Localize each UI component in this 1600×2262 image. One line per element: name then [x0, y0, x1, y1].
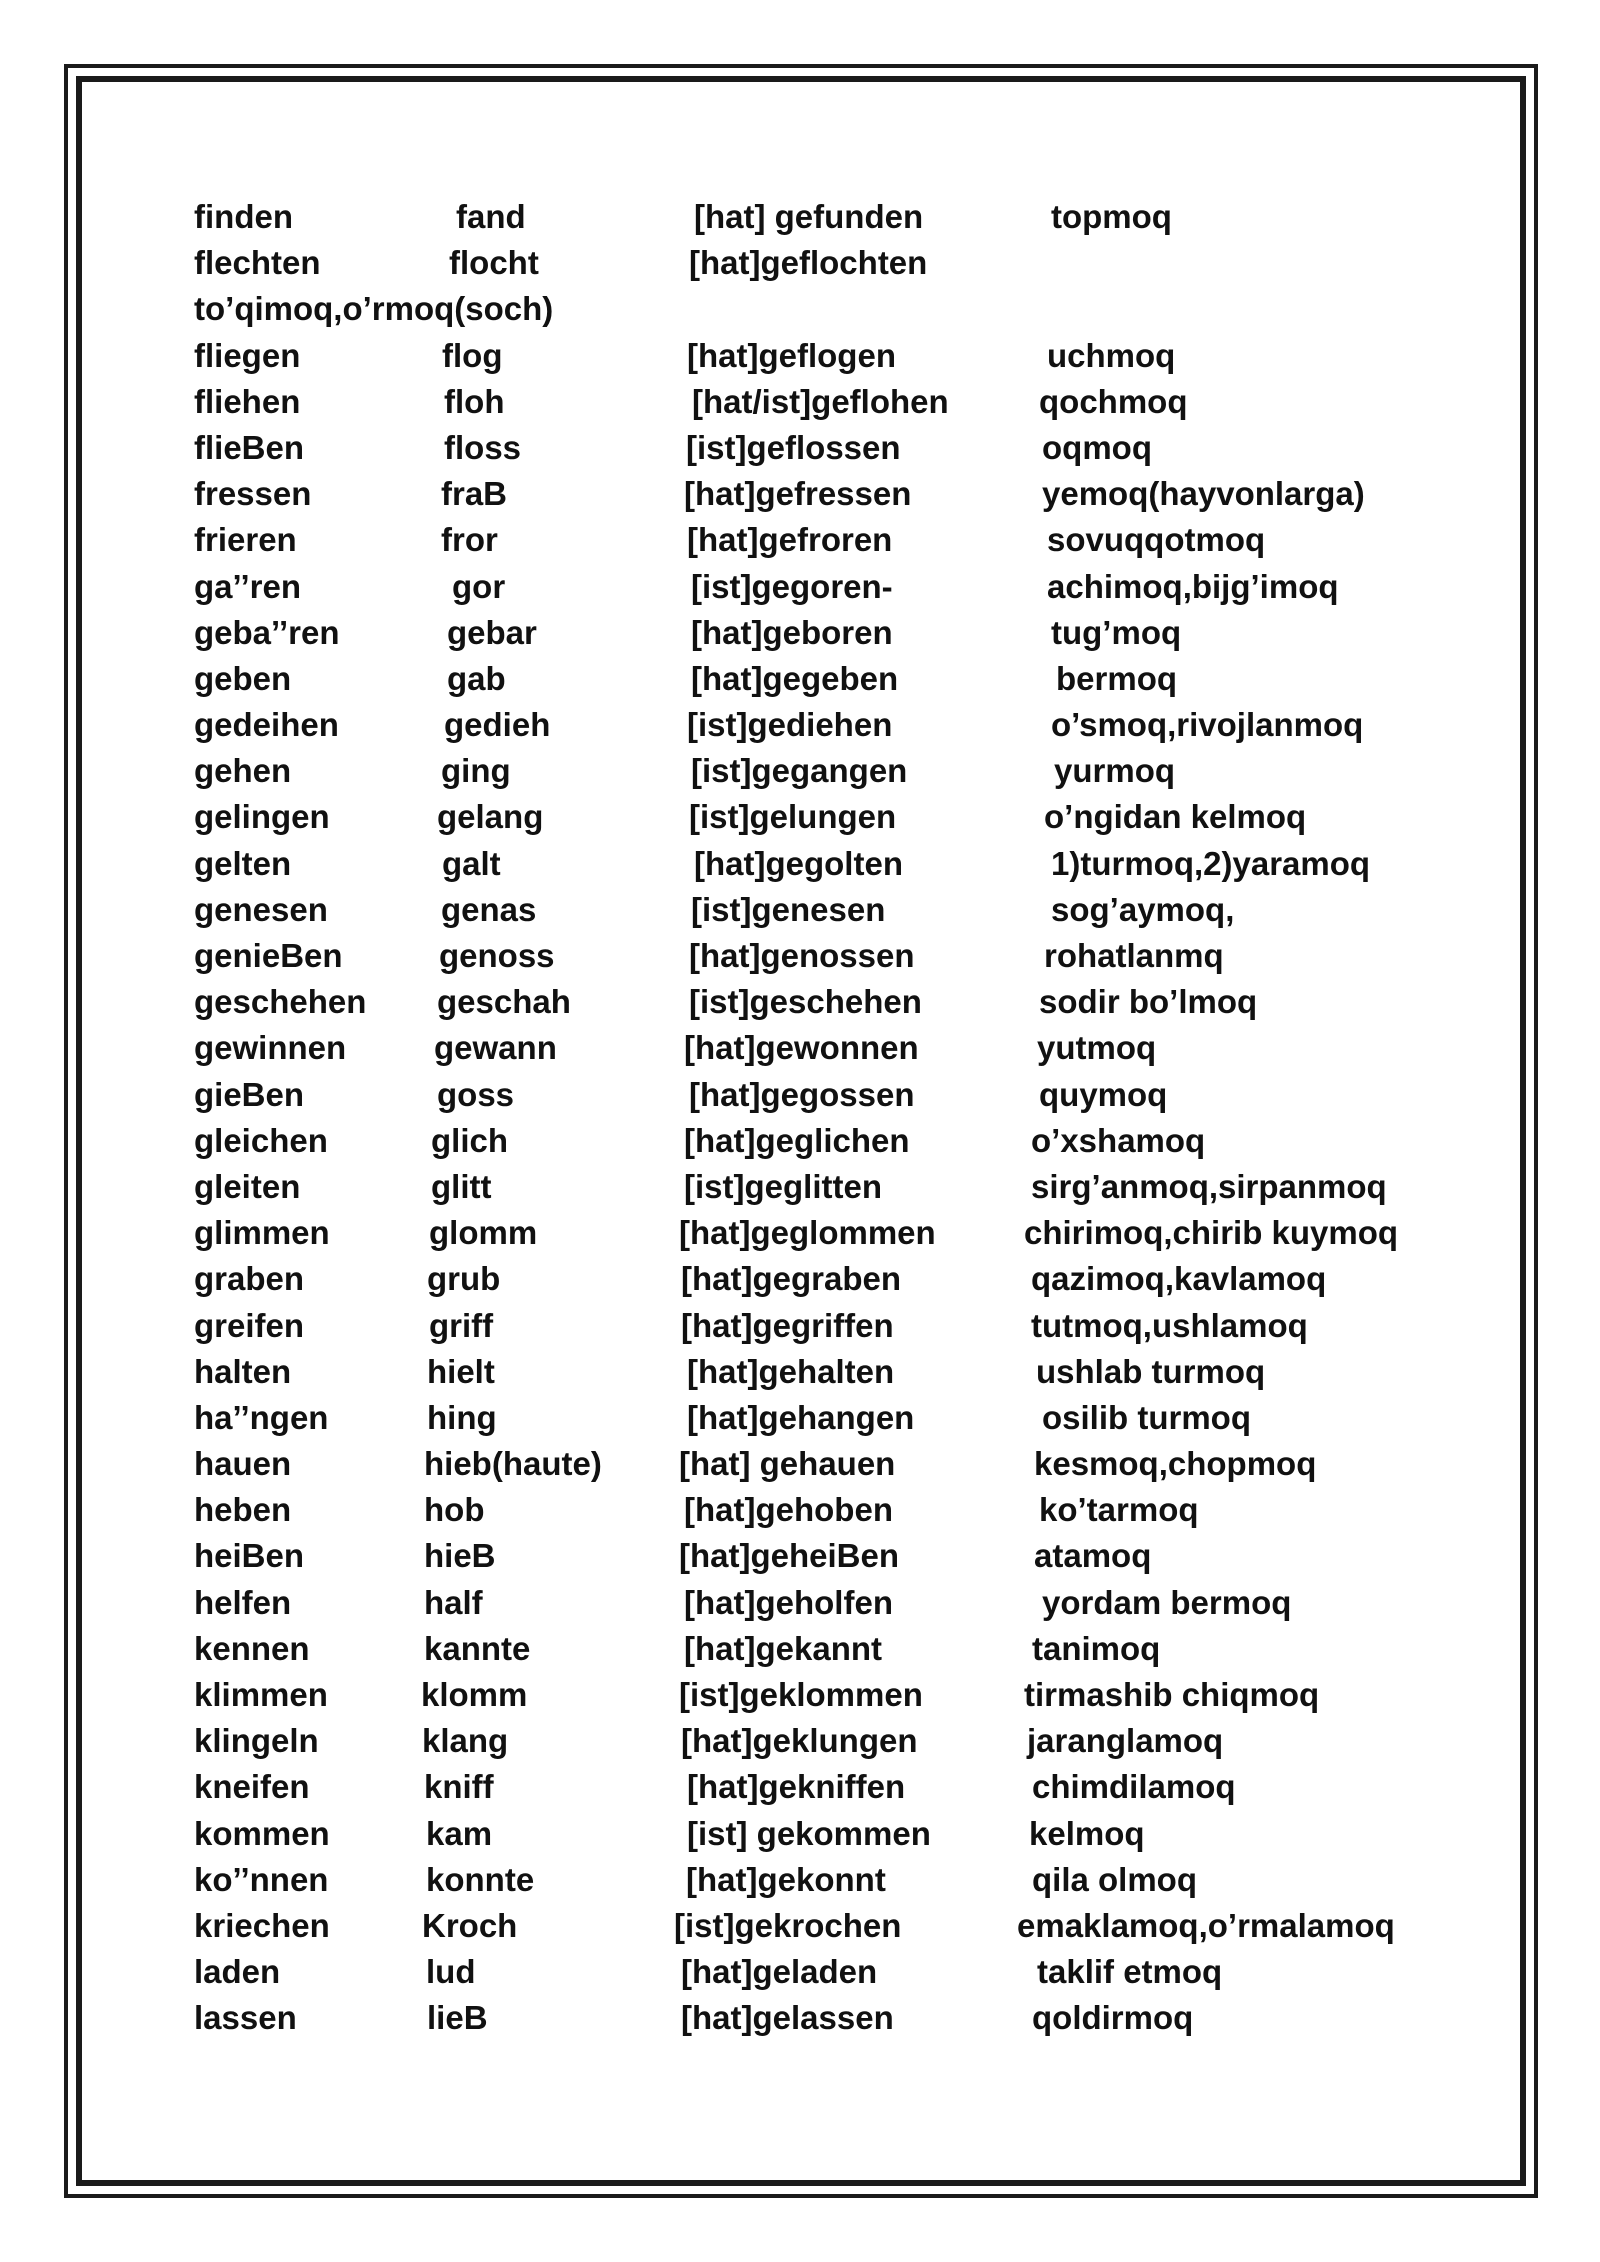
- verb-preterite: half: [424, 1583, 483, 1621]
- verb-row: [194, 1349, 1434, 1395]
- verb-translation: emaklamoq,o’rmalamoq: [1017, 1906, 1395, 1944]
- verb-infinitive: kriechen: [194, 1906, 330, 1944]
- verb-infinitive: genieBen: [194, 937, 343, 974]
- verb-participle: [hat]geboren: [691, 613, 893, 651]
- verb-preterite: Kroch: [422, 1906, 518, 1944]
- verb-preterite: glomm: [429, 1214, 538, 1252]
- verb-infinitive: kennen: [194, 1629, 310, 1667]
- verb-preterite: klang: [422, 1722, 509, 1760]
- verb-row: [194, 748, 1434, 794]
- verb-participle: [hat]geholfen: [684, 1583, 893, 1621]
- verb-participle: [hat]gehangen: [687, 1398, 915, 1436]
- verb-infinitive: gelingen: [194, 798, 330, 836]
- verb-translation: oqmoq: [1042, 428, 1152, 466]
- verb-participle: [hat] gehauen: [679, 1445, 896, 1483]
- verb-translation: topmoq: [1051, 198, 1172, 235]
- verb-participle: [hat/ist]geflohen: [692, 382, 949, 420]
- verb-translation: tanimoq: [1032, 1629, 1161, 1667]
- verb-translation: sog’aymoq,: [1051, 890, 1235, 928]
- verb-infinitive: gleichen: [194, 1121, 328, 1159]
- verb-participle: [hat]genossen: [689, 937, 915, 974]
- verb-infinitive: gelten: [194, 844, 292, 882]
- verb-infinitive: frieren: [194, 521, 297, 559]
- verb-row: [194, 702, 1434, 748]
- verb-participle: [hat]geflochten: [689, 244, 928, 282]
- verb-participle: [ist]geflossen: [686, 428, 901, 466]
- verb-participle: [hat]gewonnen: [684, 1029, 919, 1067]
- verb-preterite: hielt: [427, 1352, 495, 1390]
- verb-row: [194, 656, 1434, 702]
- verb-participle: [hat]gehalten: [687, 1352, 895, 1390]
- verb-translation: qoldirmoq: [1032, 1999, 1194, 2037]
- verb-translation: rohatlanmq: [1044, 937, 1224, 974]
- verb-participle: [hat]geheiBen: [679, 1537, 900, 1575]
- verb-translation: yordam bermoq: [1042, 1583, 1292, 1621]
- verb-translation: yurmoq: [1054, 752, 1176, 790]
- verb-preterite: gab: [447, 659, 506, 697]
- verb-row: [194, 194, 1434, 240]
- verb-participle: [hat]gefressen: [684, 475, 912, 513]
- verb-preterite: fand: [456, 198, 526, 235]
- verb-translation: qazimoq,kavlamoq: [1031, 1260, 1327, 1298]
- verb-infinitive: ko’’nnen: [194, 1860, 329, 1898]
- verb-preterite: glich: [431, 1121, 509, 1159]
- verb-preterite: kam: [426, 1814, 493, 1852]
- verb-participle: [hat]gelassen: [681, 1999, 894, 2037]
- verb-preterite: lud: [426, 1953, 476, 1991]
- verb-translation: tirmashib chiqmoq: [1024, 1676, 1320, 1713]
- verb-preterite: griff: [429, 1306, 494, 1344]
- verb-translation: yemoq(hayvonlarga): [1042, 475, 1365, 513]
- verb-translation: taklif etmoq: [1037, 1953, 1223, 1991]
- verb-infinitive: lassen: [194, 1999, 297, 2037]
- verb-translation: 1)turmoq,2)yaramoq: [1051, 844, 1371, 882]
- verb-participle: [hat]geflogen: [687, 336, 896, 374]
- verb-preterite: flocht: [449, 244, 539, 282]
- verb-participle: [ist]geklommen: [679, 1676, 923, 1713]
- verb-participle: [hat]gekonnt: [686, 1860, 886, 1898]
- verb-participle: [hat]gekniffen: [687, 1768, 906, 1806]
- verb-infinitive: geben: [194, 659, 292, 697]
- verb-infinitive: fliegen: [194, 336, 301, 374]
- verb-translation: bermoq: [1056, 659, 1178, 697]
- verb-translation: quymoq: [1039, 1075, 1168, 1113]
- verb-infinitive: gewinnen: [194, 1029, 347, 1067]
- verb-infinitive: gleiten: [194, 1167, 301, 1205]
- verb-infinitive: ga’’ren: [194, 567, 301, 605]
- verb-row: [194, 379, 1434, 425]
- verb-infinitive: geba’’ren: [194, 613, 340, 651]
- verb-preterite: konnte: [426, 1860, 535, 1898]
- verb-participle: [hat]gegriffen: [681, 1306, 894, 1344]
- verb-row: [194, 1949, 1434, 1995]
- verb-row: [194, 887, 1434, 933]
- verb-row: [194, 979, 1434, 1025]
- verb-participle: [ist]gekrochen: [674, 1906, 902, 1944]
- verb-participle: [ist]geschehen: [689, 983, 922, 1021]
- verb-preterite: gedieh: [444, 706, 551, 744]
- verb-infinitive: kneifen: [194, 1768, 310, 1806]
- verb-participle: [hat]geglommen: [679, 1214, 936, 1252]
- verb-preterite: grub: [427, 1260, 501, 1298]
- verb-translation: atamoq: [1034, 1537, 1152, 1575]
- verb-row: [194, 1487, 1434, 1533]
- verb-translation: ko’tarmoq: [1039, 1491, 1199, 1529]
- verb-row: [194, 841, 1434, 887]
- verb-preterite: kniff: [424, 1768, 494, 1806]
- verb-preterite: floss: [444, 428, 522, 466]
- verb-infinitive: klingeln: [194, 1722, 319, 1760]
- verb-participle: [hat]geladen: [681, 1953, 878, 1991]
- verb-participle: [ist]gediehen: [687, 706, 893, 744]
- verb-participle: [ist]genesen: [691, 890, 886, 928]
- verb-translation: o’ngidan kelmoq: [1044, 798, 1307, 836]
- verb-translation: kelmoq: [1029, 1814, 1145, 1852]
- verb-preterite: lieB: [427, 1999, 488, 2037]
- verb-preterite: flog: [442, 336, 503, 374]
- verb-preterite: ging: [441, 752, 511, 790]
- verb-infinitive: finden: [194, 198, 293, 235]
- verb-participle: [hat]gefroren: [687, 521, 893, 559]
- verb-infinitive: fressen: [194, 475, 312, 513]
- verb-preterite: hing: [427, 1398, 497, 1436]
- verb-list: [194, 194, 1434, 2042]
- verb-translation: achimoq,bijg’imoq: [1047, 567, 1339, 605]
- verb-row: [194, 1118, 1434, 1164]
- verb-translation: osilib turmoq: [1042, 1398, 1251, 1436]
- verb-row: [194, 1672, 1434, 1718]
- verb-preterite: fraB: [441, 475, 508, 513]
- verb-participle: [ist] gekommen: [687, 1814, 931, 1852]
- verb-translation: chirimoq,chirib kuymoq: [1024, 1214, 1399, 1252]
- verb-row: [194, 1764, 1434, 1810]
- verb-translation: sodir bo’lmoq: [1039, 983, 1258, 1021]
- verb-preterite: hob: [424, 1491, 485, 1529]
- verb-translation: qila olmoq: [1032, 1860, 1197, 1898]
- verb-infinitive: fliehen: [194, 382, 301, 420]
- verb-preterite: goss: [437, 1075, 515, 1113]
- verb-infinitive: laden: [194, 1953, 281, 1991]
- verb-row: [194, 1256, 1434, 1302]
- verb-row: [194, 333, 1434, 379]
- verb-row: [194, 564, 1434, 610]
- verb-row: [194, 1857, 1434, 1903]
- verb-preterite: hieB: [424, 1537, 496, 1575]
- verb-translation: yutmoq: [1037, 1029, 1157, 1067]
- verb-preterite: geschah: [437, 983, 571, 1021]
- verb-row: [194, 1072, 1434, 1118]
- verb-translation: o’xshamoq: [1031, 1121, 1206, 1159]
- verb-row: [194, 1718, 1434, 1764]
- verb-participle: [hat]gehoben: [684, 1491, 893, 1529]
- verb-row: [194, 240, 1434, 286]
- verb-participle: [hat]geklungen: [681, 1722, 918, 1760]
- verb-preterite: gewann: [434, 1029, 557, 1067]
- verb-preterite: floh: [444, 382, 505, 420]
- verb-infinitive: heben: [194, 1491, 292, 1529]
- verb-row: [194, 1580, 1434, 1626]
- verb-infinitive: glimmen: [194, 1214, 330, 1252]
- verb-infinitive: kommen: [194, 1814, 330, 1852]
- verb-row: [194, 1995, 1434, 2041]
- verb-participle: [ist]geglitten: [684, 1167, 882, 1205]
- verb-translation: sirg’anmoq,sirpanmoq: [1031, 1167, 1387, 1205]
- verb-infinitive: helfen: [194, 1583, 292, 1621]
- verb-infinitive: hauen: [194, 1445, 292, 1483]
- verb-row: [194, 425, 1434, 471]
- verb-row: [194, 1395, 1434, 1441]
- verb-infinitive: gedeihen: [194, 706, 339, 744]
- verb-infinitive: genesen: [194, 890, 328, 928]
- verb-translation: uchmoq: [1047, 336, 1176, 374]
- verb-preterite: glitt: [431, 1167, 492, 1205]
- verb-infinitive: ha’’ngen: [194, 1398, 329, 1436]
- verb-infinitive: gieBen: [194, 1075, 305, 1113]
- verb-preterite: genoss: [439, 937, 555, 974]
- verb-translation: jaranglamoq: [1027, 1722, 1224, 1760]
- verb-participle: [hat]gekannt: [684, 1629, 882, 1667]
- verb-translation: sovuqqotmoq: [1047, 521, 1266, 559]
- verb-row: [194, 286, 1434, 332]
- verb-preterite: klomm: [421, 1676, 528, 1713]
- verb-translation: kesmoq,chopmoq: [1034, 1445, 1317, 1483]
- verb-row: [194, 794, 1434, 840]
- verb-row: [194, 933, 1434, 979]
- verb-infinitive: klimmen: [194, 1676, 328, 1713]
- verb-participle: [hat]gegolten: [694, 844, 903, 882]
- verb-preterite: fror: [441, 521, 498, 559]
- verb-infinitive: heiBen: [194, 1537, 305, 1575]
- verb-preterite: gebar: [447, 613, 537, 651]
- verb-infinitive: halten: [194, 1352, 292, 1390]
- verb-translation: ushlab turmoq: [1036, 1352, 1266, 1390]
- verb-row: [194, 1811, 1434, 1857]
- verb-translation: chimdilamoq: [1032, 1768, 1236, 1806]
- verb-participle: [hat]gegossen: [689, 1075, 915, 1113]
- verb-participle: [ist]gelungen: [689, 798, 897, 836]
- verb-preterite: kannte: [424, 1629, 531, 1667]
- verb-row: [194, 1533, 1434, 1579]
- verb-preterite: gelang: [437, 798, 544, 836]
- verb-translation: qochmoq: [1039, 382, 1188, 420]
- verb-participle: [hat]geglichen: [684, 1121, 910, 1159]
- verb-translation: tug’moq: [1051, 613, 1182, 651]
- verb-row: [194, 1626, 1434, 1672]
- verb-preterite: hieb(haute): [424, 1445, 602, 1483]
- verb-infinitive: flechten: [194, 244, 321, 282]
- verb-preterite: gor: [452, 567, 506, 605]
- verb-infinitive: greifen: [194, 1306, 305, 1344]
- verb-participle: [hat] gefunden: [694, 198, 924, 235]
- verb-participle: [ist]gegangen: [691, 752, 908, 790]
- verb-row: [194, 1903, 1434, 1949]
- verb-row: [194, 471, 1434, 517]
- verb-translation: tutmoq,ushlamoq: [1031, 1306, 1308, 1344]
- verb-infinitive: to’qimoq,o’rmoq(soch): [194, 290, 554, 328]
- verb-infinitive: graben: [194, 1260, 305, 1298]
- verb-infinitive: geschehen: [194, 983, 367, 1021]
- verb-infinitive: flieBen: [194, 428, 305, 466]
- verb-row: [194, 517, 1434, 563]
- verb-row: [194, 1441, 1434, 1487]
- verb-participle: [ist]gegoren-: [691, 567, 893, 605]
- verb-preterite: galt: [442, 844, 501, 882]
- verb-row: [194, 1210, 1434, 1256]
- verb-infinitive: gehen: [194, 752, 292, 790]
- verb-participle: [hat]gegraben: [681, 1260, 902, 1298]
- verb-translation: o’smoq,rivojlanmoq: [1051, 706, 1364, 744]
- verb-row: [194, 610, 1434, 656]
- verb-row: [194, 1025, 1434, 1071]
- verb-preterite: genas: [441, 890, 537, 928]
- verb-row: [194, 1303, 1434, 1349]
- verb-row: [194, 1164, 1434, 1210]
- verb-participle: [hat]gegeben: [691, 659, 899, 697]
